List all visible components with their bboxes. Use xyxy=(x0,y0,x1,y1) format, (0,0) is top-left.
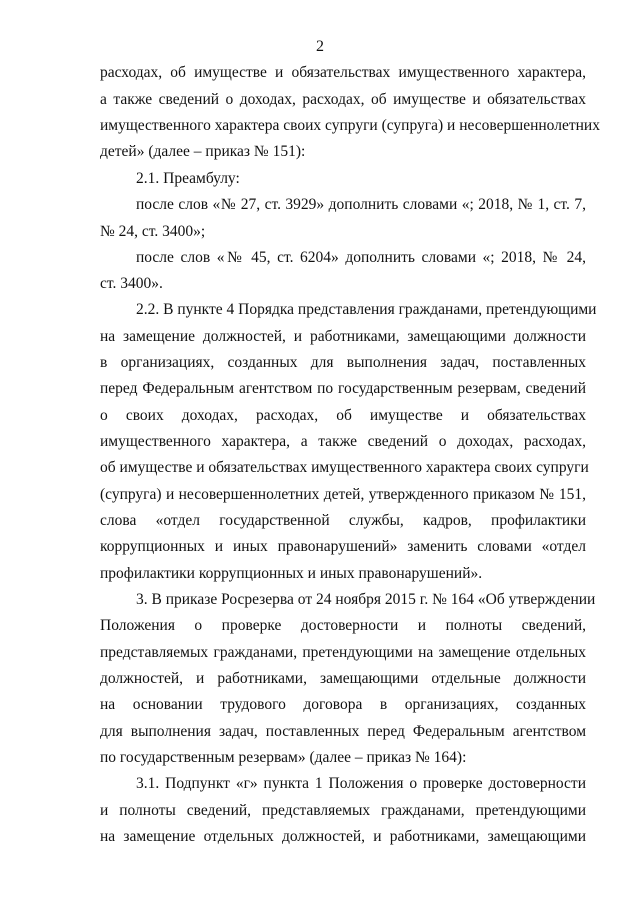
text-line: профилактики коррупционных и иных правонарушений». xyxy=(100,565,483,582)
page-number: 2 xyxy=(316,38,324,55)
text-line: должностей, и работниками, замещающими отдельные должности xyxy=(100,670,586,687)
text-line: имущественного характера, а также сведений о доходах, расходах, xyxy=(100,433,586,450)
text-line: перед Федеральным агентством по государственным резервам, сведений xyxy=(100,380,586,397)
text-line: а также сведений о доходах, расходах, об имуществе и обязательствах xyxy=(100,91,586,108)
text-line: о своих доходах, расходах, об имуществе и обязательствах xyxy=(100,407,586,424)
text-line: в организациях, созданных для выполнения задач, поставленных xyxy=(100,354,586,371)
text-line: 2.2. В пункте 4 Порядка представления гражданами, претендующими xyxy=(136,301,597,318)
text-line: 3.1. Подпункт «г» пункта 1 Положения о проверке достоверности xyxy=(136,775,586,792)
text-line: слова «отдел государственной службы, кадров, профилактики xyxy=(100,512,586,529)
text-line: Положения о проверке достоверности и полноты сведений, xyxy=(100,617,586,634)
text-line: ст. 3400». xyxy=(100,275,163,292)
text-line: по государственным резервам» (далее – приказ № 164): xyxy=(100,749,467,766)
text-line: расходах, об имуществе и обязательствах имущественного характера, xyxy=(100,64,586,81)
text-line: на замещение должностей, и работниками, замещающими должности xyxy=(100,328,586,345)
text-line: детей» (далее – приказ № 151): xyxy=(100,143,306,160)
text-line: после слов «№ 45, ст. 6204» дополнить словами «; 2018, № 24, xyxy=(136,249,586,266)
text-line: на замещение отдельных должностей, и работниками, замещающими xyxy=(100,828,586,845)
text-line: представляемых гражданами, претендующими на замещение отдельных xyxy=(100,644,586,661)
text-line: для выполнения задач, поставленных перед Федеральным агентством xyxy=(100,723,586,740)
text-line: (супруга) и несовершеннолетних детей, утвержденного приказом № 151, xyxy=(100,486,586,503)
text-line: об имуществе и обязательствах имущественного характера своих супруги xyxy=(100,459,589,476)
text-line: 3. В приказе Росрезерва от 24 ноября 2015 г. № 164 «Об утверждении xyxy=(136,591,596,608)
text-line: коррупционных и иных правонарушений» заменить словами «отдел xyxy=(100,538,586,555)
text-line: и полноты сведений, представляемых гражданами, претендующими xyxy=(100,802,586,819)
text-line: имущественного характера своих супруги (супруга) и несовершеннолетних xyxy=(100,117,600,134)
text-line: № 24, ст. 3400»; xyxy=(100,223,206,240)
text-line: 2.1. Преамбулу: xyxy=(136,170,240,187)
text-line: после слов «№ 27, ст. 3929» дополнить словами «; 2018, № 1, ст. 7, xyxy=(136,196,586,213)
text-line: на основании трудового договора в организациях, созданных xyxy=(100,696,586,713)
